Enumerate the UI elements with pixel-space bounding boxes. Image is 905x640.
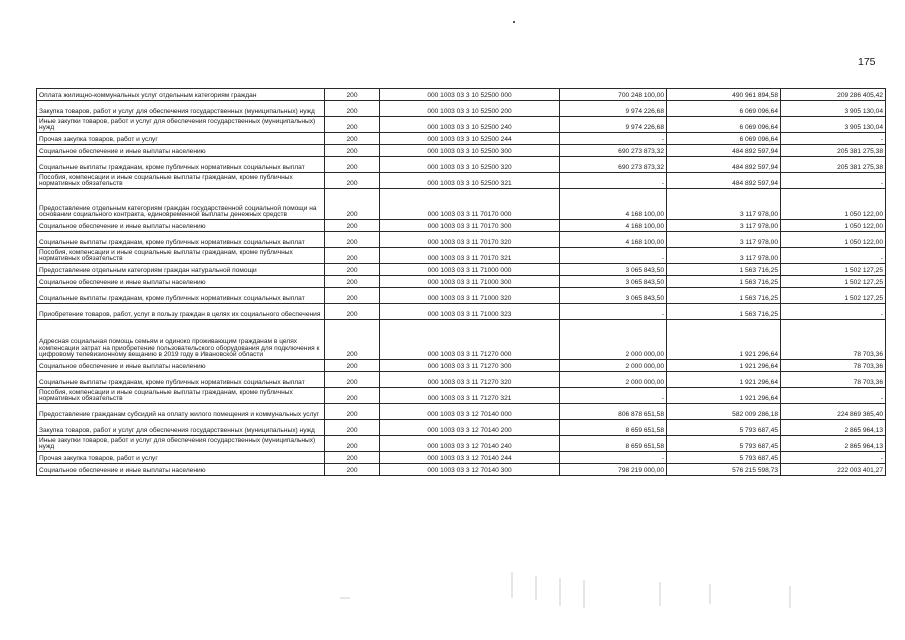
row-executed-cell: 1 563 716,25	[667, 276, 781, 288]
row-code-cell: 200	[325, 288, 380, 304]
row-executed-cell: 490 961 894,58	[667, 89, 781, 101]
row-unexecuted-cell: 1 050 122,00	[781, 189, 886, 220]
row-approved-cell: -	[560, 133, 667, 145]
row-name-cell: Закупка товаров, работ и услуг для обеспечения государственных (муниципальных) нужд	[37, 420, 325, 436]
row-name-cell: Социальное обеспечение и иные выплаты населению	[37, 360, 325, 372]
row-kbk-cell: 000 1003 03 3 11 71000 320	[380, 288, 560, 304]
row-code-cell: 200	[325, 304, 380, 320]
row-approved-cell: -	[560, 388, 667, 404]
row-name-cell: Пособия, компенсации и иные социальные выплаты гражданам, кроме публичных нормативных обязательств	[37, 388, 325, 404]
row-kbk-cell: 000 1003 03 3 11 71270 300	[380, 360, 560, 372]
row-name-cell: Пособия, компенсации и иные социальные выплаты гражданам, кроме публичных нормативных обязательств	[37, 173, 325, 189]
row-kbk-cell: 000 1003 03 3 10 52500 244	[380, 133, 560, 145]
row-kbk-cell: 000 1003 03 3 12 70140 200	[380, 420, 560, 436]
row-kbk-cell: 000 1003 03 3 11 70170 320	[380, 232, 560, 248]
row-code-cell: 200	[325, 464, 380, 476]
row-code-cell: 200	[325, 452, 380, 464]
row-code-cell: 200	[325, 248, 380, 264]
row-code-cell: 200	[325, 360, 380, 372]
row-approved-cell: 4 168 100,00	[560, 189, 667, 220]
row-approved-cell: 3 065 843,50	[560, 288, 667, 304]
row-unexecuted-cell: -	[781, 452, 886, 464]
row-approved-cell: 9 974 226,68	[560, 101, 667, 117]
row-name-cell: Социальное обеспечение и иные выплаты населению	[37, 464, 325, 476]
row-unexecuted-cell: -	[781, 173, 886, 189]
row-kbk-cell: 000 1003 03 3 10 52500 321	[380, 173, 560, 189]
row-code-cell: 200	[325, 420, 380, 436]
row-code-cell: 200	[325, 133, 380, 145]
row-unexecuted-cell: 222 003 401,27	[781, 464, 886, 476]
row-unexecuted-cell: -	[781, 388, 886, 404]
row-unexecuted-cell: 3 905 130,04	[781, 101, 886, 117]
row-approved-cell: 2 000 000,00	[560, 360, 667, 372]
row-kbk-cell: 000 1003 03 3 11 71000 300	[380, 276, 560, 288]
row-unexecuted-cell: 78 703,36	[781, 360, 886, 372]
row-unexecuted-cell: 224 869 365,40	[781, 404, 886, 420]
row-code-cell: 200	[325, 404, 380, 420]
row-name-cell: Иные закупки товаров, работ и услуг для обеспечения государственных (муниципальных) нужд	[37, 117, 325, 133]
row-unexecuted-cell: 1 502 127,25	[781, 276, 886, 288]
row-name-cell: Оплата жилищно-коммунальных услуг отдельным категориям граждан	[37, 89, 325, 101]
row-executed-cell: 5 793 687,45	[667, 452, 781, 464]
row-approved-cell: 806 878 651,58	[560, 404, 667, 420]
row-kbk-cell: 000 1003 03 3 12 70140 300	[380, 464, 560, 476]
row-approved-cell: 8 659 651,58	[560, 436, 667, 452]
row-executed-cell: 1 921 296,64	[667, 372, 781, 388]
row-executed-cell: 1 563 716,25	[667, 264, 781, 276]
row-code-cell: 200	[325, 388, 380, 404]
row-unexecuted-cell: -	[781, 248, 886, 264]
row-name-cell: Предоставление отдельным категориям граждан государственной социальной помощи на основании социального контракта, единовременной выплаты денежных средств	[37, 189, 325, 220]
row-kbk-cell: 000 1003 03 3 11 70170 300	[380, 220, 560, 232]
row-code-cell: 200	[325, 157, 380, 173]
row-unexecuted-cell: 1 502 127,25	[781, 264, 886, 276]
row-executed-cell: 3 117 978,00	[667, 189, 781, 220]
row-executed-cell: 1 563 716,25	[667, 288, 781, 304]
row-code-cell: 200	[325, 173, 380, 189]
row-executed-cell: 484 892 597,94	[667, 145, 781, 157]
row-name-cell: Предоставление отдельным категориям граждан натуральной помощи	[37, 264, 325, 276]
row-approved-cell: 9 974 226,68	[560, 117, 667, 133]
row-executed-cell: 5 793 687,45	[667, 436, 781, 452]
row-approved-cell: 3 065 843,50	[560, 264, 667, 276]
row-approved-cell: 4 168 100,00	[560, 220, 667, 232]
row-executed-cell: 484 892 597,94	[667, 157, 781, 173]
row-code-cell: 200	[325, 220, 380, 232]
row-executed-cell: 5 793 687,45	[667, 420, 781, 436]
row-name-cell: Закупка товаров, работ и услуг для обеспечения государственных (муниципальных) нужд	[37, 101, 325, 117]
row-kbk-cell: 000 1003 03 3 11 71270 321	[380, 388, 560, 404]
row-name-cell: Иные закупки товаров, работ и услуг для обеспечения государственных (муниципальных) нужд	[37, 436, 325, 452]
row-approved-cell: 2 000 000,00	[560, 372, 667, 388]
row-code-cell: 200	[325, 372, 380, 388]
row-name-cell: Социальные выплаты гражданам, кроме публичных нормативных социальных выплат	[37, 372, 325, 388]
row-approved-cell: 2 000 000,00	[560, 320, 667, 360]
row-executed-cell: 3 117 978,00	[667, 232, 781, 248]
row-name-cell: Социальные выплаты гражданам, кроме публичных нормативных социальных выплат	[37, 232, 325, 248]
row-kbk-cell: 000 1003 03 3 12 70140 240	[380, 436, 560, 452]
row-approved-cell: 4 168 100,00	[560, 232, 667, 248]
row-kbk-cell: 000 1003 03 3 11 71000 000	[380, 264, 560, 276]
row-executed-cell: 6 069 096,64	[667, 101, 781, 117]
row-name-cell: Предоставление гражданам субсидий на оплату жилого помещения и коммунальных услуг	[37, 404, 325, 420]
row-code-cell: 200	[325, 232, 380, 248]
row-unexecuted-cell: -	[781, 304, 886, 320]
row-kbk-cell: 000 1003 03 3 11 71000 323	[380, 304, 560, 320]
row-name-cell: Прочая закупка товаров, работ и услуг	[37, 133, 325, 145]
row-name-cell: Социальные выплаты гражданам, кроме публичных нормативных социальных выплат	[37, 288, 325, 304]
row-kbk-cell: 000 1003 03 3 11 70170 000	[380, 189, 560, 220]
row-executed-cell: 3 117 978,00	[667, 248, 781, 264]
row-code-cell: 200	[325, 89, 380, 101]
row-approved-cell: -	[560, 248, 667, 264]
row-executed-cell: 582 009 286,18	[667, 404, 781, 420]
row-unexecuted-cell: -	[781, 133, 886, 145]
row-unexecuted-cell: 78 703,36	[781, 372, 886, 388]
row-executed-cell: 484 892 597,94	[667, 173, 781, 189]
row-kbk-cell: 000 1003 03 3 11 71270 320	[380, 372, 560, 388]
row-unexecuted-cell: 1 050 122,00	[781, 220, 886, 232]
row-kbk-cell: 000 1003 03 3 11 70170 321	[380, 248, 560, 264]
row-executed-cell: 6 069 096,64	[667, 133, 781, 145]
row-executed-cell: 1 921 296,64	[667, 360, 781, 372]
page-number: 175	[858, 56, 876, 68]
row-code-cell: 200	[325, 145, 380, 157]
row-executed-cell: 1 563 716,25	[667, 304, 781, 320]
row-name-cell: Социальное обеспечение и иные выплаты населению	[37, 276, 325, 288]
row-code-cell: 200	[325, 101, 380, 117]
row-approved-cell: -	[560, 452, 667, 464]
row-kbk-cell: 000 1003 03 3 10 52500 000	[380, 89, 560, 101]
row-executed-cell: 1 921 296,64	[667, 388, 781, 404]
row-unexecuted-cell: 1 050 122,00	[781, 232, 886, 248]
row-name-cell: Прочая закупка товаров, работ и услуг	[37, 452, 325, 464]
row-kbk-cell: 000 1003 03 3 12 70140 000	[380, 404, 560, 420]
row-name-cell: Пособия, компенсации и иные социальные выплаты гражданам, кроме публичных нормативных обязательств	[37, 248, 325, 264]
row-approved-cell: 3 065 843,50	[560, 276, 667, 288]
row-unexecuted-cell: 2 865 964,13	[781, 420, 886, 436]
row-approved-cell: 8 659 651,58	[560, 420, 667, 436]
row-unexecuted-cell: 205 381 275,38	[781, 157, 886, 173]
row-unexecuted-cell: 2 865 964,13	[781, 436, 886, 452]
row-unexecuted-cell: 3 905 130,04	[781, 117, 886, 133]
row-name-cell: Адресная социальная помощь семьям и одиноко проживающим гражданам в целях компенсации затрат на приобретение пользовательского оборудования для подключения к цифровому телевизионному вещанию в 2019 году в Ивановской области	[37, 320, 325, 360]
row-unexecuted-cell: 78 703,36	[781, 320, 886, 360]
row-code-cell: 200	[325, 117, 380, 133]
row-code-cell: 200	[325, 189, 380, 220]
row-executed-cell: 3 117 978,00	[667, 220, 781, 232]
row-kbk-cell: 000 1003 03 3 10 52500 300	[380, 145, 560, 157]
row-name-cell: Социальное обеспечение и иные выплаты населению	[37, 220, 325, 232]
row-kbk-cell: 000 1003 03 3 10 52500 200	[380, 101, 560, 117]
row-unexecuted-cell: 205 381 275,38	[781, 145, 886, 157]
row-kbk-cell: 000 1003 03 3 11 71270 000	[380, 320, 560, 360]
row-approved-cell: 690 273 873,32	[560, 157, 667, 173]
row-unexecuted-cell: 1 502 127,25	[781, 288, 886, 304]
row-name-cell: Приобретение товаров, работ, услуг в пользу граждан в целях их социального обеспечения	[37, 304, 325, 320]
row-name-cell: Социальное обеспечение и иные выплаты населению	[37, 145, 325, 157]
row-kbk-cell: 000 1003 03 3 12 70140 244	[380, 452, 560, 464]
row-kbk-cell: 000 1003 03 3 10 52500 320	[380, 157, 560, 173]
row-executed-cell: 6 069 096,64	[667, 117, 781, 133]
row-name-cell: Социальные выплаты гражданам, кроме публичных нормативных социальных выплат	[37, 157, 325, 173]
row-kbk-cell: 000 1003 03 3 10 52500 240	[380, 117, 560, 133]
row-approved-cell: 690 273 873,32	[560, 145, 667, 157]
row-executed-cell: 1 921 296,64	[667, 320, 781, 360]
row-approved-cell: -	[560, 304, 667, 320]
row-code-cell: 200	[325, 436, 380, 452]
row-approved-cell: 700 248 100,00	[560, 89, 667, 101]
row-unexecuted-cell: 209 286 405,42	[781, 89, 886, 101]
row-code-cell: 200	[325, 320, 380, 360]
row-executed-cell: 576 215 598,73	[667, 464, 781, 476]
row-approved-cell: -	[560, 173, 667, 189]
row-code-cell: 200	[325, 264, 380, 276]
row-approved-cell: 798 219 000,00	[560, 464, 667, 476]
row-code-cell: 200	[325, 276, 380, 288]
